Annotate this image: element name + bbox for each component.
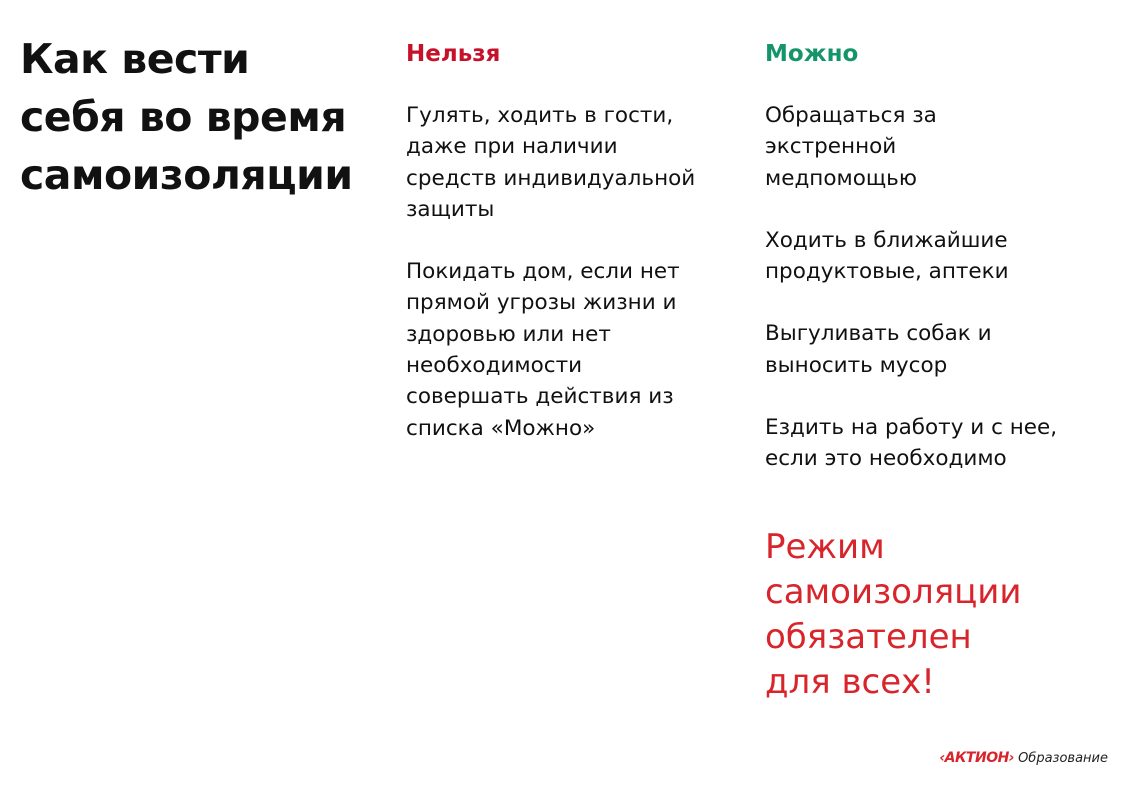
item-line: если это необходимо bbox=[765, 446, 1007, 472]
item-line: Выгуливать собак и bbox=[765, 321, 992, 347]
callout-line: обязателен bbox=[765, 616, 972, 657]
item-line: Ходить в ближайшие bbox=[765, 227, 1008, 253]
item-line: выносить мусор bbox=[765, 352, 948, 378]
aktion-logo bbox=[939, 750, 1108, 766]
title-line: самоизоляции bbox=[20, 151, 353, 199]
callout-line: Режим bbox=[765, 526, 885, 567]
page-title bbox=[20, 30, 390, 204]
item-line: Покидать дом, если нет bbox=[406, 259, 680, 285]
logo-subtitle: Образование bbox=[1018, 751, 1108, 766]
item-line: Обращаться за bbox=[765, 103, 937, 128]
item-line: необходимости bbox=[406, 353, 583, 379]
title-line: Как вести bbox=[20, 35, 250, 83]
allowed-heading: Можно bbox=[765, 41, 859, 67]
item-line: прямой угрозы жизни и bbox=[406, 290, 677, 316]
item-line: здоровью или нет bbox=[406, 321, 611, 347]
forbidden-heading: Нельзя bbox=[406, 41, 501, 67]
item-line: списка «Можно» bbox=[406, 415, 596, 441]
logo-brand: ‹АКТИОН› bbox=[939, 750, 1015, 766]
forbidden-item bbox=[406, 256, 756, 444]
callout-line: самоизоляции bbox=[765, 571, 1022, 612]
item-line: Ездить на работу и с нее, bbox=[765, 415, 1058, 441]
item-line: продуктовые, аптеки bbox=[765, 259, 1009, 285]
forbidden-item bbox=[406, 100, 756, 225]
item-line: Гулять, ходить в гости, bbox=[406, 103, 674, 128]
forbidden-column bbox=[406, 38, 756, 475]
allowed-item bbox=[765, 412, 1115, 475]
item-line: медпомощью bbox=[765, 165, 917, 191]
item-line: экстренной bbox=[765, 134, 897, 160]
title-line: себя во время bbox=[20, 93, 347, 141]
allowed-item bbox=[765, 225, 1115, 288]
item-line: даже при наличии bbox=[406, 134, 618, 160]
item-line: совершать действия из bbox=[406, 384, 674, 410]
allowed-column bbox=[765, 38, 1115, 705]
callout-line: для всех! bbox=[765, 661, 935, 702]
allowed-item bbox=[765, 318, 1115, 381]
item-line: средств индивидуальной bbox=[406, 165, 696, 191]
allowed-item bbox=[765, 100, 1115, 194]
item-line: защиты bbox=[406, 196, 495, 222]
mandatory-callout bbox=[765, 525, 1115, 705]
